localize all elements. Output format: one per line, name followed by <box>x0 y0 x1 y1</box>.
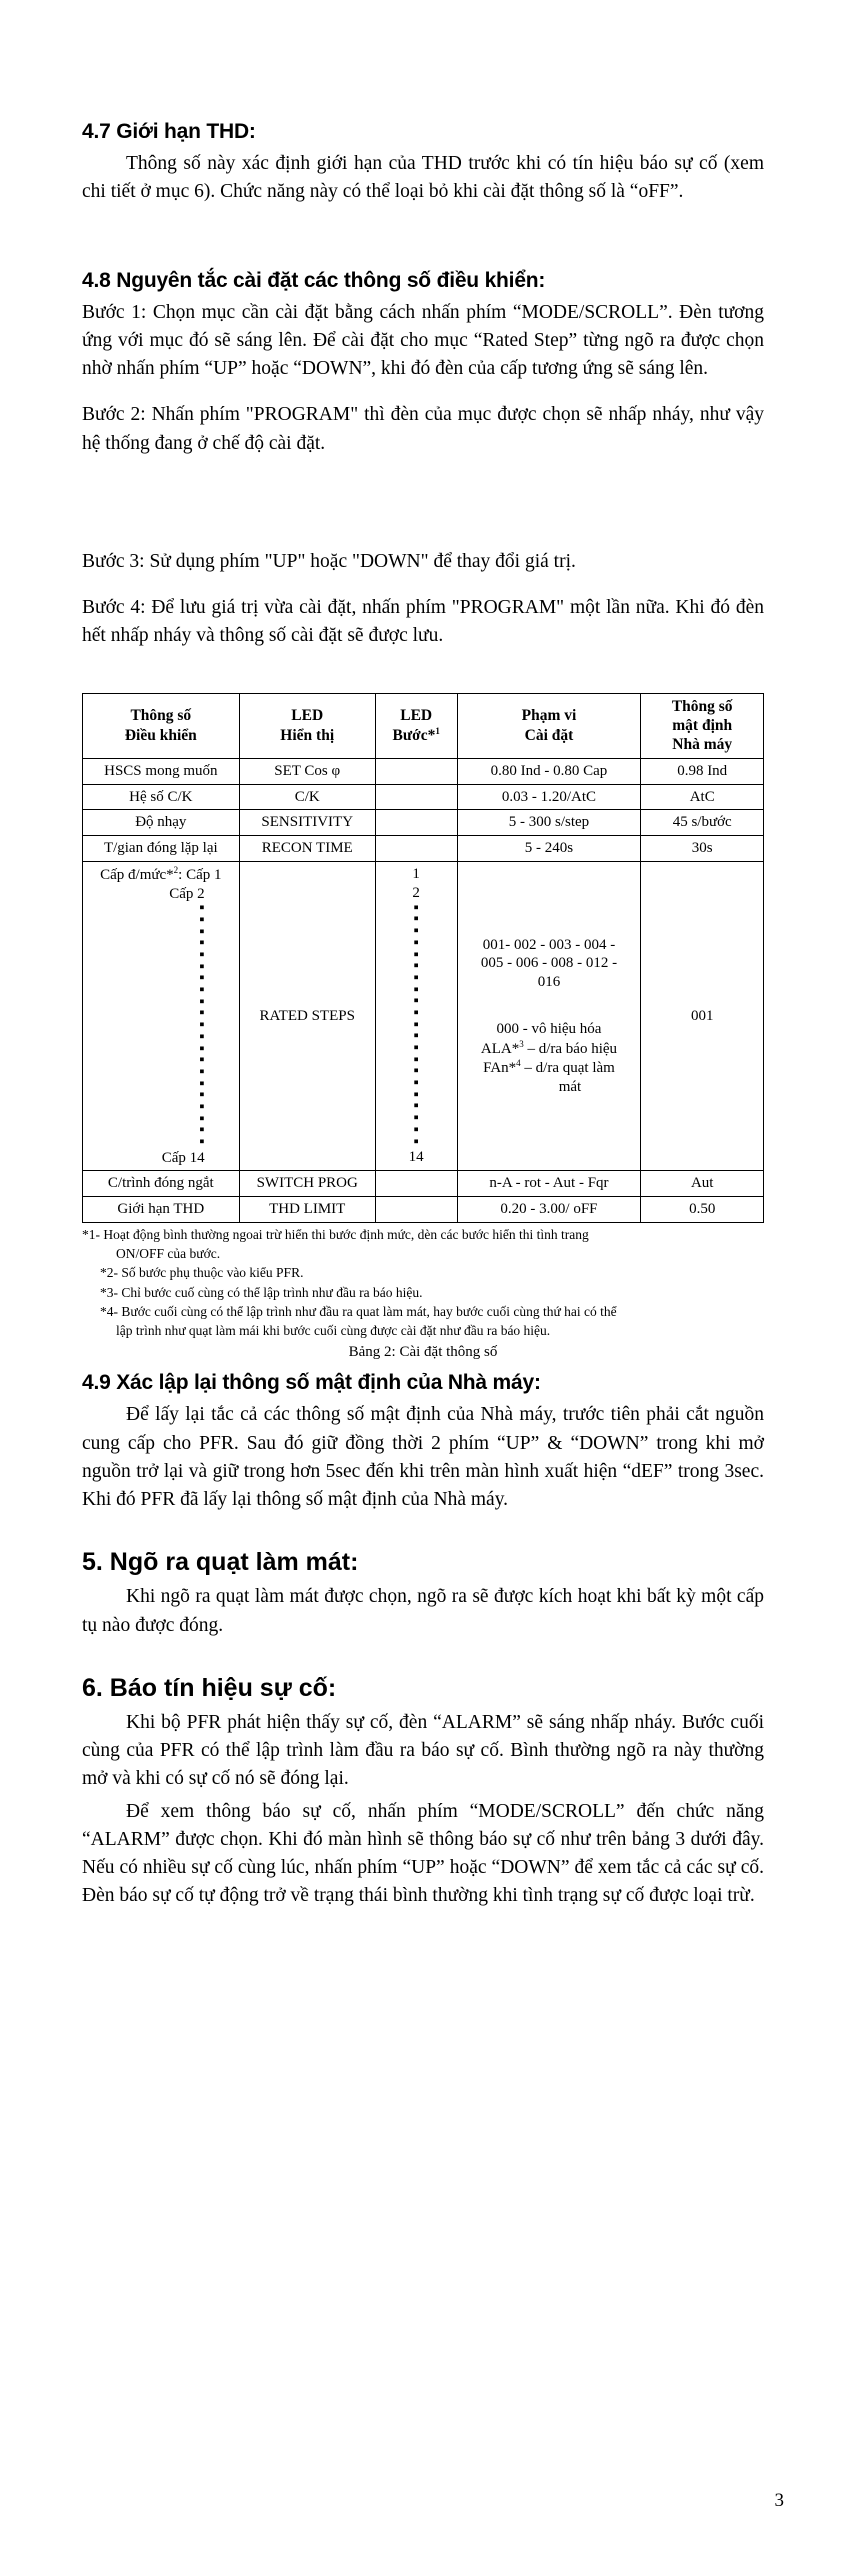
cell-range: 0.03 - 1.20/AtC <box>457 784 641 810</box>
paragraph-6-1: Khi bộ PFR phát hiện thấy sự cố, đèn “ALARM” sẽ sáng nhấp nháy. Bước cuối cùng của PFR có thể lập trình làm đầu ra báo sự cố. Bình thường ngõ ra này thường mở và khi có sự cố nó sẽ đóng lại. <box>82 1711 764 1790</box>
cell-led: C/K <box>239 784 375 810</box>
footnote-1-cont: ON/OFF của bước. <box>116 1246 221 1262</box>
cell-range: 0.20 - 3.00/ oFF <box>457 1197 641 1223</box>
heading-5: 5. Ngõ ra quạt làm mát: <box>82 1548 359 1577</box>
cell-range: 5 - 300 s/step <box>457 810 641 836</box>
paragraph-4-8-step2: Bước 2: Nhấn phím "PROGRAM" thì đèn của mục được chọn sẽ nhấp nháy, như vậy hệ thống đang ở chế độ cài đặt. <box>82 404 764 454</box>
cell-led: SWITCH PROG <box>239 1171 375 1197</box>
cell-range: 5 - 240s <box>457 836 641 862</box>
cell-led-rated-steps: RATED STEPS <box>239 861 375 1171</box>
table-header-row <box>83 693 764 758</box>
cell-default: 0.50 <box>641 1197 764 1223</box>
header-default: Thông số mật định Nhà máy <box>641 693 764 758</box>
cell-param: HSCS mong muốn <box>83 758 240 784</box>
vertical-dots: ▪ ▪ ▪ ▪ ▪ ▪ ▪ ▪ ▪ ▪ ▪ ▪ ▪ ▪ ▪ ▪ ▪ ▪ ▪ ▪ ▪ <box>413 899 419 1150</box>
spacer <box>82 655 764 685</box>
cell-step <box>375 810 457 836</box>
header-range: Phạm vi Cài đặt <box>457 693 641 758</box>
spacer <box>82 1518 764 1548</box>
paragraph-4-9-1: Để lấy lại tắc cả các thông số mật định của Nhà máy, trước tiên phải cắt nguồn cung cấp cho PFR. Sau đó giữ đồng thời 2 phím “UP” & “DOWN” trong khi mở nguồn trở lại và giữ trong hơn 5sec đến khi trên màn hình xuất hiện “dEF” trong 3sec. Khi đó PFR đã lấy lại thông số mật định của Nhà máy. <box>82 1404 764 1511</box>
spacer <box>82 387 764 401</box>
header-led-display: LED Hiển thị <box>239 693 375 758</box>
footnote-4-cont: lập trình như quạt làm mái khi bước cuối cùng được cài đặt như đầu ra báo hiệu. <box>116 1323 551 1339</box>
cell-default: Aut <box>641 1171 764 1197</box>
cell-range-rated-steps: 001- 002 - 003 - 004 - 005 - 006 - 008 - 012 - 016 000 - vô hiệu hóa ALA*$^3$ – d/ra báo hiệu FAn*$^4$ – d/ra quạt làm mát <box>457 861 641 1171</box>
cell-step <box>375 1197 457 1223</box>
heading-4-9: 4.9 Xác lập lại thông số mật định của Nhà máy: <box>82 1371 541 1395</box>
vertical-dots: ▪ ▪ ▪ ▪ ▪ ▪ ▪ ▪ ▪ ▪ ▪ ▪ ▪ ▪ ▪ ▪ ▪ ▪ ▪ ▪ ▪ <box>199 900 205 1151</box>
paragraph-6-2: Để xem thông báo sự cố, nhấn phím “MODE/SCROLL” đến chức năng “ALARM” được chọn. Khi đó màn hình sẽ thông báo sự cố như trên bảng 3 dưới đây. Nếu có nhiều sự cố cùng lúc, nhấn phím “UP” hoặc “DOWN” để xem tắc cả các sự cố. Đèn báo sự cố tự động trở về trạng thái bình thường khi tình trạng sự cố được loại trừ. <box>82 1800 764 1907</box>
cell-range: n-A - rot - Aut - Fqr <box>457 1171 641 1197</box>
spacer <box>82 1644 764 1674</box>
cell-step <box>375 1171 457 1197</box>
page-number: 3 <box>774 2490 784 2511</box>
table-row <box>83 836 764 862</box>
paragraph-4-8-step3: Bước 3: Sử dụng phím "UP" hoặc "DOWN" để thay đổi giá trị. <box>82 550 576 572</box>
cell-default: 45 s/bước <box>641 810 764 836</box>
parameter-settings-table <box>82 693 764 1223</box>
cell-step-numbers: 1 2 ▪ ▪ ▪ ▪ ▪ ▪ ▪ ▪ ▪ ▪ ▪ ▪ ▪ ▪ ▪ ▪ ▪ ▪ ▪ ▪ ▪ 14 <box>375 861 457 1171</box>
cell-led: SET Cos φ <box>239 758 375 784</box>
paragraph-4-8-step1: Bước 1: Chọn mục cần cài đặt bằng cách nhấn phím “MODE/SCROLL”. Đèn tương ứng với mục đó sẽ sáng lên. Để cài đặt cho mục “Rated Step” từng ngõ ra được chọn nhờ nhấn phím “UP” hoặc “DOWN”, khi đó đèn của cấp tương ứng sẽ sáng lên. <box>82 301 764 380</box>
cell-param: C/trình đóng ngắt <box>83 1171 240 1197</box>
spacer <box>82 462 764 548</box>
cell-param-rated-steps: Cấp đ/mức*$^2$: Cấp 1 Cấp 2 ▪ ▪ ▪ ▪ ▪ ▪ ▪ ▪ ▪ ▪ ▪ ▪ ▪ ▪ ▪ ▪ ▪ ▪ ▪ ▪ ▪ Cấp 14 <box>83 861 240 1171</box>
cell-default: 30s <box>641 836 764 862</box>
cell-step <box>375 836 457 862</box>
heading-6: 6. Báo tín hiệu sự cố: <box>82 1673 337 1702</box>
cell-default-rated-steps: 001 <box>641 861 764 1171</box>
spacer <box>82 211 764 269</box>
cell-param: T/gian đóng lặp lại <box>83 836 240 862</box>
footnote-4: *4- Bước cuối cùng có thể lập trình như đầu ra quat làm mát, hay bước cuối cùng thứ hai có thể <box>100 1303 617 1319</box>
cell-param: Giới hạn THD <box>83 1197 240 1223</box>
table-caption: Bảng 2: Cài đặt thông số <box>348 1344 498 1361</box>
footnote-2: *2- Số bước phụ thuộc vào kiểu PFR. <box>100 1265 304 1281</box>
spacer <box>82 580 764 594</box>
paragraph-4-8-step4: Bước 4: Để lưu giá trị vừa cài đặt, nhấn phím "PROGRAM" một lần nữa. Khi đó đèn hết nhấp nháy và thông số cài đặt sẽ được lưu. <box>82 597 764 647</box>
cell-param: Độ nhạy <box>83 810 240 836</box>
heading-4-8: 4.8 Nguyên tắc cài đặt các thông số điều khiển: <box>82 268 546 292</box>
footnote-3: *3- Chỉ bước cuố cùng có thể lập trình như đầu ra báo hiệu. <box>100 1284 423 1300</box>
cell-led: RECON TIME <box>239 836 375 862</box>
cell-step <box>375 758 457 784</box>
header-param: Thông số Điều khiển <box>83 693 240 758</box>
cell-param: Hệ số C/K <box>83 784 240 810</box>
cell-default: AtC <box>641 784 764 810</box>
cell-led: SENSITIVITY <box>239 810 375 836</box>
table-row-rated-steps <box>83 861 764 1171</box>
cell-range: 0.80 Ind - 0.80 Cap <box>457 758 641 784</box>
header-led-step: LED Bước*$^1$ <box>375 693 457 758</box>
heading-4-7: 4.7 Giới hạn THD: <box>82 120 256 143</box>
table-row <box>83 1197 764 1223</box>
footnote-1: *1- Hoạt động bình thường ngoai trừ hiển thi bước định mức, dèn các bước hiển thi tình trang <box>82 1226 589 1242</box>
cell-default: 0.98 Ind <box>641 758 764 784</box>
paragraph-4-7-1: Thông số này xác định giới hạn của THD trước khi có tín hiệu báo sự cố (xem chi tiết ở mục 6). Chức năng này có thể loại bỏ khi cài đặt thông số là “oFF”. <box>82 153 764 203</box>
table-footnotes <box>82 1226 764 1340</box>
table-row <box>83 784 764 810</box>
table-row <box>83 810 764 836</box>
table-row <box>83 758 764 784</box>
paragraph-5-1: Khi ngõ ra quạt làm mát được chọn, ngõ ra sẽ được kích hoạt khi bất kỳ một cấp tụ nào được đóng. <box>82 1586 764 1636</box>
cell-step <box>375 784 457 810</box>
table-row <box>83 1171 764 1197</box>
cell-led: THD LIMIT <box>239 1197 375 1223</box>
